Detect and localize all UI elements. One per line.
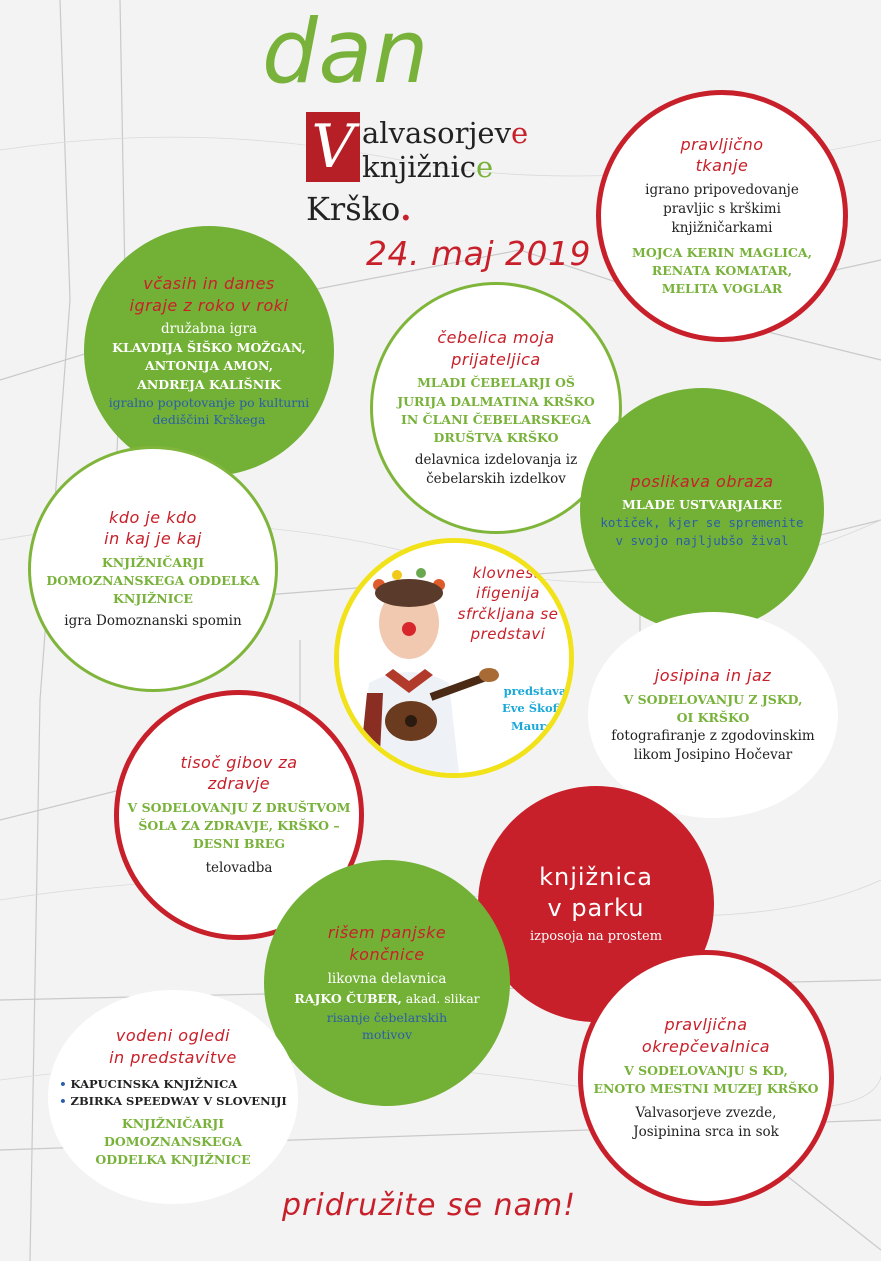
rk-names: RAJKO ČUBER, xyxy=(294,990,402,1006)
kk-title1: kdo je kdo xyxy=(109,507,197,527)
logo-dot: . xyxy=(400,190,412,228)
kk-title2: in kaj je kaj xyxy=(104,529,202,549)
circle-josipina xyxy=(588,612,838,818)
vd-desc1: igralno popotovanje po kulturni xyxy=(108,394,310,410)
circle-risem-koncnice xyxy=(264,860,510,1106)
cb-text2: čebelarskih izdelkov xyxy=(426,470,566,487)
rk-desc2: motivov xyxy=(361,1027,413,1043)
vd-names1: KLAVDIJA ŠIŠKO MOŽGAN, xyxy=(112,340,306,356)
js-title: josipina in jaz xyxy=(654,666,772,686)
kl-p2: Eve Škofič xyxy=(501,701,569,716)
tg-text: telovadba xyxy=(205,860,273,877)
circle-kdo-je-kdo xyxy=(28,446,278,692)
po-names: MLADE USTVARJALKE xyxy=(622,497,782,513)
ok-text2: Josipinina srca in sok xyxy=(633,1123,779,1140)
ok-title1: pravljična xyxy=(664,1015,748,1035)
kl-title2: ifigenija xyxy=(476,584,540,603)
logo-emblem: V xyxy=(306,112,360,182)
js-names2: OI KRŠKO xyxy=(676,709,750,725)
logo-line3: Krško xyxy=(306,190,401,228)
vd-title2: igraje z roko v roki xyxy=(129,295,289,315)
ok-names1: V SODELOVANJU S KD, xyxy=(624,1062,788,1078)
vo-title2: in predstavitve xyxy=(109,1047,237,1067)
rk-title1: rišem panjske xyxy=(327,923,447,943)
rk-text1: likovna delavnica xyxy=(327,970,447,987)
event-date: 24. maj 2019 xyxy=(366,234,591,273)
logo-line1-e: e xyxy=(510,116,529,150)
circle-pravljicno-tkanje xyxy=(596,90,848,342)
tg-title2: zdravje xyxy=(207,774,271,794)
logo-line2: knjižnic xyxy=(362,150,476,184)
pt-title1: pravljično xyxy=(680,134,764,154)
cb-title2: prijateljica xyxy=(451,349,541,369)
circle-poslikava-obraza xyxy=(580,388,824,632)
vd-names3: ANDREJA KALIŠNIK xyxy=(137,376,281,392)
tg-title1: tisoč gibov za xyxy=(180,752,298,772)
kk-names3: KNJIŽNICE xyxy=(113,591,193,607)
vo-names3: ODDELKA KNJIŽNICE xyxy=(95,1151,251,1167)
po-desc1: kotiček, kjer se spremenite xyxy=(600,515,804,531)
pt-text2: pravljic s krškimi xyxy=(663,200,781,217)
vo-title1: vodeni ogledi xyxy=(115,1025,231,1045)
vo-item2: • ZBIRKA SPEEDWAY V SLOVENIJI xyxy=(59,1093,287,1110)
pt-names3: MELITA VOGLAR xyxy=(661,280,783,296)
js-text1: fotografiranje z zgodovinskim xyxy=(611,728,815,745)
kl-p1: predstava xyxy=(503,684,567,698)
tg-names2: ŠOLA ZA ZDRAVJE, KRŠKO – xyxy=(138,818,340,834)
js-names1: V SODELOVANJU Z JSKD, xyxy=(623,691,803,707)
po-title: poslikava obraza xyxy=(630,471,774,491)
rk-names-tail: akad. slikar xyxy=(405,990,480,1006)
cb-title1: čebelica moja xyxy=(437,328,555,348)
tg-names3: DESNI BREG xyxy=(192,836,286,852)
tg-names1: V SODELOVANJU Z DRUŠTVOM xyxy=(127,799,351,815)
kl-p3: Maurer xyxy=(511,718,559,733)
pt-names1: MOJCA KERIN MAGLICA, xyxy=(632,244,812,260)
js-text2: likom Josipino Hočevar xyxy=(633,746,793,763)
kl-title1: klovnesa xyxy=(472,564,544,582)
vo-item1: • KAPUCINSKA KNJIŽNICA xyxy=(59,1076,287,1093)
pt-text3: knjižničarkami xyxy=(671,219,773,236)
kp-text: izposoja na prostem xyxy=(529,929,663,945)
cb-names3: IN ČLANI ČEBELARSKEGA xyxy=(401,411,591,427)
circle-vodeni-ogledi xyxy=(48,990,298,1204)
ok-text1: Valvasorjeve zvezde, xyxy=(635,1104,777,1121)
vo-list xyxy=(59,1076,287,1111)
ok-title2: okrepčevalnica xyxy=(641,1036,771,1056)
rk-title2: končnice xyxy=(349,945,425,965)
kp-title1: knjižnica xyxy=(539,862,653,891)
ok-names2: ENOTO MESTNI MUZEJ KRŠKO xyxy=(593,1080,819,1096)
rk-desc1: risanje čebelarskih xyxy=(326,1009,448,1025)
kk-names2: DOMOZNANSKEGA ODDELKA xyxy=(46,573,260,589)
po-desc2: v svojo najljubšo žival xyxy=(615,532,789,548)
pt-names2: RENATA KOMATAR, xyxy=(651,262,793,278)
kk-names1: KNJIŽNIČARJI xyxy=(101,554,205,570)
cb-names4: DRUŠTVA KRŠKO xyxy=(433,429,559,445)
kk-text: igra Domoznanski spomin xyxy=(64,613,242,630)
cb-text1: delavnica izdelovanja iz xyxy=(414,451,578,468)
dan-title: dan xyxy=(262,0,430,103)
vo-names1: KNJIŽNIČARJI xyxy=(121,1115,225,1131)
circle-okrepcevalnica xyxy=(578,950,834,1206)
vd-title1: včasih in danes xyxy=(143,274,275,294)
library-logo xyxy=(306,112,546,232)
vo-names2: DOMOZNANSKEGA xyxy=(104,1133,242,1149)
pt-text1: igrano pripovedovanje xyxy=(645,182,799,199)
circle-klovnesa xyxy=(334,538,574,778)
pt-title2: tkanje xyxy=(695,156,749,176)
logo-line1: alvasorjev xyxy=(362,116,511,150)
vd-names2: ANTONIJA AMON, xyxy=(145,358,273,374)
vd-text1: družabna igra xyxy=(160,321,258,338)
footer-slogan: pridružite se nam! xyxy=(282,1188,577,1223)
kl-title4: predstavi xyxy=(470,624,546,643)
circle-vcasih-in-danes xyxy=(84,226,334,476)
cb-names1: MLADI ČEBELARJI OŠ xyxy=(417,375,575,391)
kl-title3: sfrčkljana se xyxy=(457,604,559,623)
logo-line2-e: e xyxy=(476,150,494,184)
vd-desc2: dediščini Krškega xyxy=(152,412,266,428)
cb-names2: JURIJA DALMATINA KRŠKO xyxy=(397,393,595,409)
kp-title2: v parku xyxy=(547,893,645,922)
